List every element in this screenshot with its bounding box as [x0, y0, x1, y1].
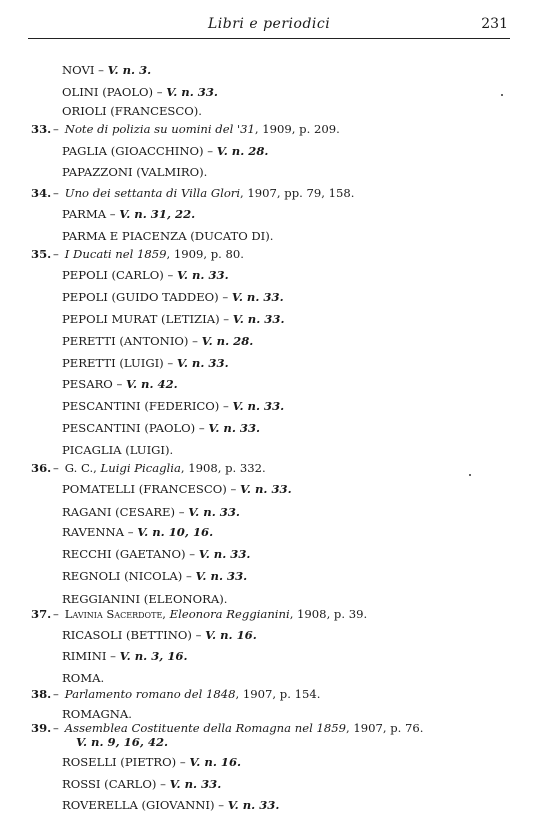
- dash-separator: –: [53, 186, 59, 200]
- entry-reference: V. n. 33.: [166, 85, 218, 99]
- note-number: 39.: [31, 721, 52, 735]
- entry-name: RAGANI (CESARE): [62, 505, 176, 519]
- entry-name: PARMA: [62, 207, 107, 221]
- entry-name: ORIOLI (FRANCESCO).: [62, 104, 202, 118]
- index-heading: ROSSI (CARLO) – V. n. 33.: [62, 777, 222, 791]
- numbered-note: [31, 721, 423, 735]
- entry-reference: V. n. 33.: [231, 290, 284, 304]
- note-title: Eleonora Reggianini: [169, 607, 290, 621]
- entry-name: ROVERELLA (GIOVANNI): [62, 798, 215, 812]
- dash-separator: –: [53, 122, 59, 136]
- entry-reference: V. n. 33.: [227, 798, 280, 812]
- numbered-note: 37. – Lavinia Sacerdote, Eleonora Reggianini, 1908, p. 39.: [31, 607, 368, 621]
- entry-reference: V. n. 16.: [205, 628, 257, 642]
- note-title: Assemblea Costituente della Romagna nel 1859: [64, 721, 346, 735]
- index-heading: [62, 707, 132, 721]
- entry-reference: V. n. 10, 16.: [137, 525, 214, 539]
- entry-name: PERETTI (ANTONIO): [62, 334, 189, 348]
- entry-name: PEPOLI (CARLO): [62, 268, 164, 282]
- index-heading: RIMINI – V. n. 3, 16.: [62, 649, 188, 663]
- entry-name: PAGLIA (GIOACCHINO): [62, 144, 204, 158]
- index-heading: PERETTI (ANTONIO) – V. n. 28.: [62, 334, 254, 348]
- note-number: 34.: [31, 186, 52, 200]
- entry-name: PESCANTINI (PAOLO): [62, 421, 196, 435]
- index-heading: PAGLIA (GIOACCHINO) – V. n. 28.: [62, 144, 269, 158]
- entry-name: PESCANTINI (FEDERICO): [62, 399, 220, 413]
- note-citation: , 1907, p. 154.: [235, 687, 321, 701]
- entry-name: REGNOLI (NICOLA): [62, 569, 183, 583]
- index-heading: RAVENNA – V. n. 10, 16.: [62, 525, 214, 539]
- entry-reference: V. n. 28.: [216, 144, 269, 158]
- index-heading: PESCANTINI (FEDERICO) – V. n. 33.: [62, 399, 285, 413]
- index-heading: [62, 165, 207, 179]
- index-heading: PESARO – V. n. 42.: [62, 377, 178, 391]
- note-continuation: [76, 735, 168, 749]
- numbered-note: [31, 186, 354, 200]
- entry-name: RICASOLI (BETTINO): [62, 628, 192, 642]
- dash-separator: –: [53, 461, 59, 475]
- entry-reference: V. n. 33.: [232, 399, 285, 413]
- note-title: Parlamento romano del 1848: [64, 687, 236, 701]
- entry-reference: V. n. 33.: [208, 421, 261, 435]
- entry-name: PARMA E PIACENZA (DUCATO DI).: [62, 229, 274, 243]
- dash-separator: –: [53, 247, 59, 261]
- entry-name: POMATELLI (FRANCESCO): [62, 482, 227, 496]
- entry-reference: V. n. 42.: [126, 377, 178, 391]
- note-citation: , 1909, p. 209.: [254, 122, 340, 136]
- entry-name: REGGIANINI (ELEONORA).: [62, 592, 228, 606]
- entry-reference: V. n. 28.: [201, 334, 254, 348]
- index-heading: [62, 229, 273, 243]
- index-heading: RECCHI (GAETANO) – V. n. 33.: [62, 547, 251, 561]
- numbered-note: [31, 122, 340, 136]
- entry-name: NOVI: [62, 63, 95, 77]
- entry-reference: V. n. 33.: [195, 569, 248, 583]
- index-heading: PARMA – V. n. 31, 22.: [62, 207, 196, 221]
- entry-reference: V. n. 33.: [198, 547, 251, 561]
- dash-separator: –: [53, 607, 59, 621]
- entry-name: ROMAGNA.: [62, 707, 132, 721]
- entry-reference: V. n. 16.: [189, 755, 242, 769]
- numbered-note: [31, 247, 244, 261]
- note-author: G. C.,: [64, 461, 101, 475]
- note-title: I Ducati nel 1859: [64, 247, 167, 261]
- note-number: 37.: [31, 607, 52, 621]
- entry-reference: V. n. 33.: [239, 482, 292, 496]
- dash-separator: –: [53, 687, 59, 701]
- entry-name: ROMA.: [62, 671, 105, 685]
- note-title: Uno dei settanta di Villa Glori: [64, 186, 241, 200]
- entry-reference: V. n. 9, 16, 42.: [76, 735, 169, 749]
- index-heading: RAGANI (CESARE) – V. n. 33.: [62, 505, 240, 519]
- entry-name: ROSELLI (PIETRO): [62, 755, 177, 769]
- entry-name: RAVENNA: [62, 525, 125, 539]
- note-citation: , 1909, p. 80.: [166, 247, 244, 261]
- index-heading: REGNOLI (NICOLA) – V. n. 33.: [62, 569, 248, 583]
- note-number: 36.: [31, 461, 52, 475]
- index-heading: [62, 671, 104, 685]
- entry-reference: V. n. 3, 16.: [119, 649, 188, 663]
- entry-name: PESARO: [62, 377, 113, 391]
- entry-reference: V. n. 3.: [107, 63, 152, 77]
- entry-name: RIMINI: [62, 649, 107, 663]
- page-number: 231: [481, 16, 508, 32]
- entry-reference: V. n. 33.: [188, 505, 240, 519]
- print-speck: [501, 94, 503, 96]
- index-heading: [62, 443, 173, 457]
- note-citation: , 1908, p. 332.: [180, 461, 266, 475]
- entry-reference: V. n. 31, 22.: [119, 207, 196, 221]
- note-author: Lavinia Sacerdote: [64, 607, 163, 621]
- entry-name: RECCHI (GAETANO): [62, 547, 186, 561]
- entry-reference: V. n. 33.: [232, 312, 285, 326]
- note-citation: , 1908, p. 39.: [289, 607, 368, 621]
- entry-name: PEPOLI (GUIDO TADDEO): [62, 290, 219, 304]
- index-heading: PEPOLI (GUIDO TADDEO) – V. n. 33.: [62, 290, 284, 304]
- entry-name: PERETTI (LUIGI): [62, 356, 164, 370]
- index-heading: PEPOLI MURAT (LETIZIA) – V. n. 33.: [62, 312, 285, 326]
- index-heading: POMATELLI (FRANCESCO) – V. n. 33.: [62, 482, 292, 496]
- note-number: 35.: [31, 247, 52, 261]
- entry-name: PAPAZZONI (VALMIRO).: [62, 165, 208, 179]
- note-title: Note di polizia su uomini del '31: [64, 122, 255, 136]
- dash-separator: –: [53, 721, 59, 735]
- note-number: 33.: [31, 122, 52, 136]
- index-heading: [62, 104, 202, 118]
- index-heading: RICASOLI (BETTINO) – V. n. 16.: [62, 628, 257, 642]
- index-heading: PEPOLI (CARLO) – V. n. 33.: [62, 268, 229, 282]
- numbered-note: [31, 461, 266, 475]
- print-speck: [469, 474, 471, 476]
- index-heading: ROVERELLA (GIOVANNI) – V. n. 33.: [62, 798, 280, 812]
- entry-name: PICAGLIA (LUIGI).: [62, 443, 174, 457]
- note-title: Luigi Picaglia: [100, 461, 181, 475]
- note-number: 38.: [31, 687, 52, 701]
- index-heading: NOVI – V. n. 3.: [62, 63, 152, 77]
- running-title: Libri e periodici: [208, 16, 331, 32]
- index-heading: [62, 592, 227, 606]
- entry-reference: V. n. 33.: [176, 356, 229, 370]
- note-citation: , 1907, pp. 79, 158.: [240, 186, 355, 200]
- numbered-note: [31, 687, 320, 701]
- index-heading: ROSELLI (PIETRO) – V. n. 16.: [62, 755, 242, 769]
- entry-name: ROSSI (CARLO): [62, 777, 157, 791]
- index-heading: PERETTI (LUIGI) – V. n. 33.: [62, 356, 229, 370]
- entry-name: PEPOLI MURAT (LETIZIA): [62, 312, 220, 326]
- entry-reference: V. n. 33.: [176, 268, 229, 282]
- index-heading: PESCANTINI (PAOLO) – V. n. 33.: [62, 421, 261, 435]
- index-heading: OLINI (PAOLO) – V. n. 33.: [62, 85, 218, 99]
- entry-reference: V. n. 33.: [169, 777, 222, 791]
- note-citation: , 1907, p. 76.: [345, 721, 424, 735]
- entry-name: OLINI (PAOLO): [62, 85, 154, 99]
